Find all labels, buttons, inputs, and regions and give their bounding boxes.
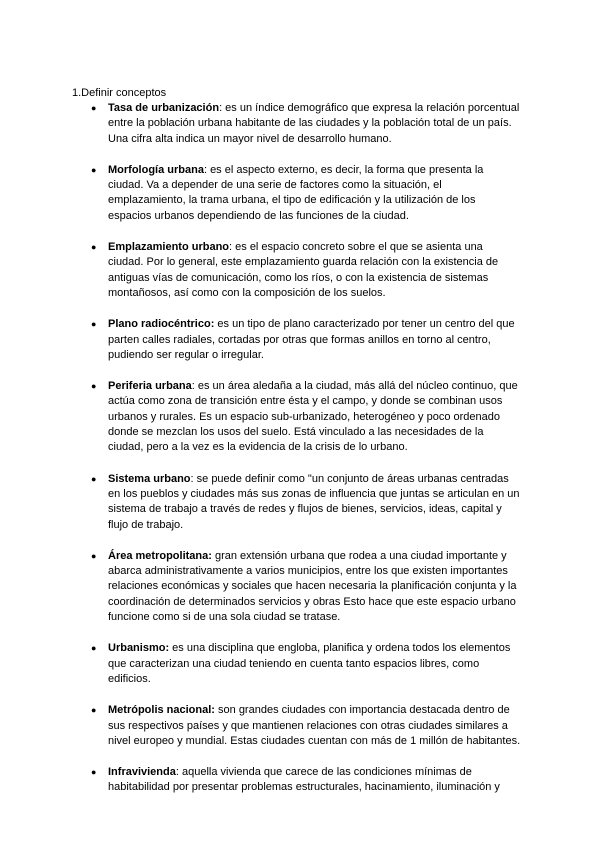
concept-definition: son grandes ciudades con importancia destacada dentro de sus respectivos países y que mantienen relaciones con otras ciudades similares a nivel europeo y mundial. Estas ciudades cuentan con más de 1 millón de habitantes. xyxy=(108,704,521,747)
list-item xyxy=(0,240,521,301)
list-item xyxy=(0,765,521,796)
concept-term: Tasa de urbanización xyxy=(108,102,220,114)
concept-definition: es una disciplina que engloba, planifica y ordena todos los elementos que caracterizan una ciudad teniendo en cuenta tanto espacios libres, como edificios. xyxy=(108,642,511,685)
concept-list xyxy=(0,101,600,812)
bullet-icon: ● xyxy=(91,319,97,330)
concept-term: Sistema urbano xyxy=(108,472,191,485)
concept-term: Urbanismo: xyxy=(108,642,170,655)
concept-definition: : aquella vivienda que carece de las condiciones mínimas de habitabilidad por presentar problemas estructurales, hacinamiento, iluminación y xyxy=(108,766,500,794)
bullet-icon: ● xyxy=(91,643,97,654)
concept-term: Área metropolitana: xyxy=(108,549,212,562)
list-item xyxy=(0,163,521,224)
concept-term: Metrópolis nacional: xyxy=(108,704,215,717)
bullet-icon: ● xyxy=(91,767,97,778)
concept-definition: es un tipo de plano caracterizado por tener un centro del que parten calles radiales, cortadas por otras que formas anillos en torno al centro, pudiendo ser regular o irregular. xyxy=(108,318,515,361)
concept-term: Morfología urbana xyxy=(108,163,204,176)
list-item xyxy=(0,472,521,533)
list-item xyxy=(0,379,521,455)
bullet-icon: ● xyxy=(91,705,97,716)
bullet-icon: ● xyxy=(91,550,97,561)
concept-definition: : se puede definir como "un conjunto de áreas urbanas centradas en los pueblos y ciudades más sus zonas de influencia que juntas se articulan en un sistema de trabajo a través de redes y flujos de bienes, servicios, ideas, capital y flujo de trabajo. xyxy=(108,472,520,531)
section-heading: 1.Definir conceptos xyxy=(72,87,167,99)
list-item xyxy=(0,641,521,687)
bullet-icon: ● xyxy=(91,473,97,484)
list-item xyxy=(0,703,521,749)
concept-definition: : es un área aledaña a la ciudad, más allá del núcleo continuo, que actúa como zona de transición entre ésta y el campo, y donde se combinan usos urbanos y rurales. Es un espacio sub-urbanizado, heterogéneo y poco ordenado donde se mezclan los usos del suelo. Está vinculado a las necesidades de la ciudad, pero a la vez es la evidencia de la crisis de lo urbano. xyxy=(108,380,518,454)
concept-term: Periferia urbana xyxy=(108,380,192,393)
bullet-icon: ● xyxy=(91,381,97,392)
concept-definition: gran extensión urbana que rodea a una ciudad importante y abarca administrativamente a varios municipios, entre los que existen importantes relaciones económicas y sociales que hacen necesaria la planificación conjunta y la coordinación de determinados servicios y obras Esto hace que este espacio urbano funcione como si de una sola ciudad se tratase. xyxy=(108,549,517,624)
concept-term: Plano radiocéntrico: xyxy=(108,318,215,331)
concept-definition: : es el aspecto externo, es decir, la forma que presenta la ciudad. Va a depender de una serie de factores como la situación, el emplazamiento, la trama urbana, el tipo de edificación y la utilización de los espacios urbanos dependiendo de las funciones de la ciudad. xyxy=(108,163,484,222)
list-item xyxy=(0,549,521,625)
bullet-icon: ● xyxy=(91,242,97,253)
concept-definition: : es el espacio concreto sobre el que se asienta una ciudad. Por lo general, este emplazamiento guarda relación con la existencia de antiguas vías de comunicación, como los ríos, o con la existencia de sistemas montañosos, así como con la composición de los suelos. xyxy=(108,241,499,299)
list-item xyxy=(0,317,521,363)
concept-term: Emplazamiento urbano xyxy=(108,241,230,254)
bullet-icon: ● xyxy=(91,164,97,175)
bullet-icon: ● xyxy=(91,103,97,113)
concept-term: Infravivienda xyxy=(108,766,176,779)
list-item xyxy=(0,101,521,147)
concept-definition: : es un índice demográfico que expresa la relación porcentual entre la población urbana habitante de las ciudades y la población total de un país. Una cifra alta indica un mayor nivel de desarrollo humano. xyxy=(108,102,520,145)
